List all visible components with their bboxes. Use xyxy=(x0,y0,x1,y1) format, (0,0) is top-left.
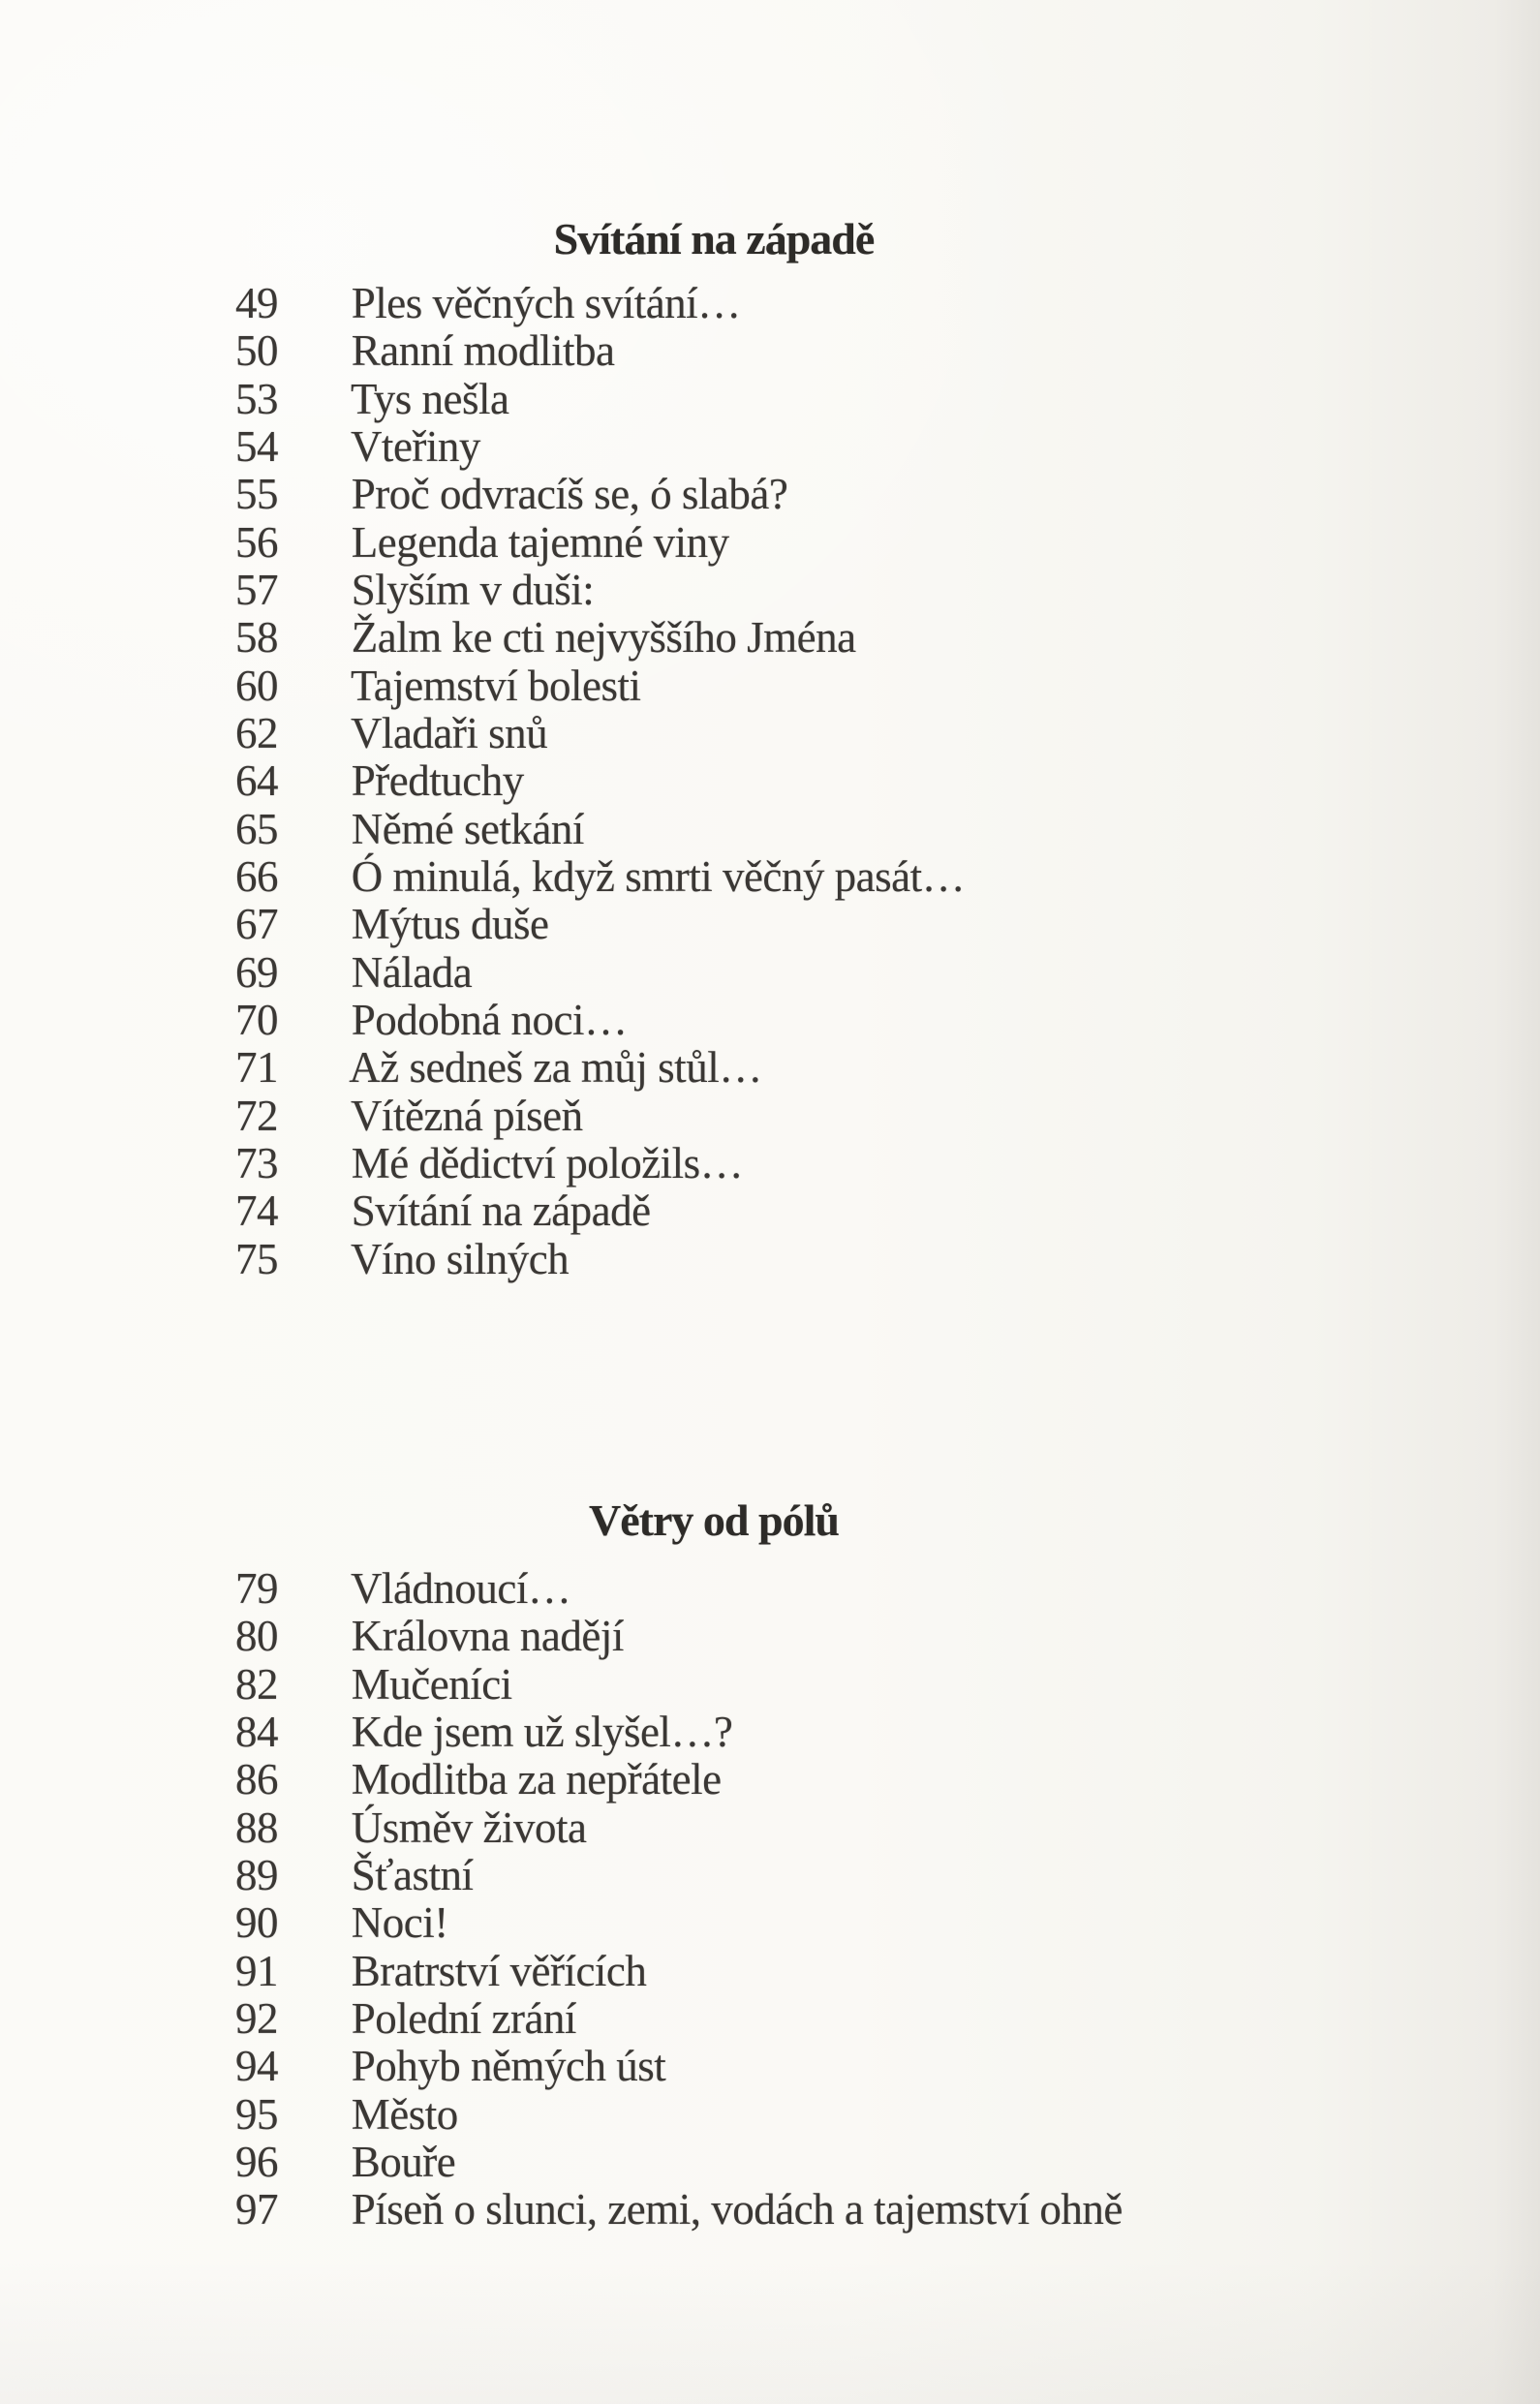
toc-entry-page-number: 89 xyxy=(235,1850,278,1899)
toc-entry-page-number: 66 xyxy=(235,851,278,901)
toc-entry-title: Noci! xyxy=(351,1898,448,1948)
toc-entry-title: Pohyb němých úst xyxy=(351,2042,666,2091)
toc-entry-page-number: 75 xyxy=(235,1234,278,1283)
toc-entry-title: Píseň o slunci, zemi, vodách a tajemství ohně xyxy=(351,2185,1123,2234)
toc-entry-title: Mé dědictví položils… xyxy=(351,1138,744,1187)
toc-entry-row xyxy=(235,1661,1540,1709)
toc-entry-page-number: 82 xyxy=(235,1659,278,1709)
toc-entry-title: Proč odvracíš se, ó slabá? xyxy=(351,470,788,519)
toc-entry-page-number: 53 xyxy=(235,374,278,423)
toc-entry-title: Královna nadějí xyxy=(351,1612,624,1661)
toc-entry-row xyxy=(235,471,1540,518)
toc-entry-row xyxy=(235,2139,1540,2186)
toc-entry-row xyxy=(235,997,1540,1044)
toc-entry-title: Bratrství věřících xyxy=(351,1946,647,1995)
toc-entry-page-number: 72 xyxy=(235,1091,278,1140)
toc-entry-title: Vládnoucí… xyxy=(350,1564,571,1613)
toc-entry-page-number: 56 xyxy=(235,517,278,567)
toc-entry-page-number: 67 xyxy=(235,900,278,949)
toc-entry-row xyxy=(235,1804,1540,1852)
toc-entry-title: Tajemství bolesti xyxy=(350,661,641,710)
toc-entry-row xyxy=(235,280,1540,327)
toc-entry-title: Ranní modlitba xyxy=(351,326,615,376)
section-title-vetry-od-polu: Větry od pólů xyxy=(589,1495,839,1546)
toc-entry-title: Vteřiny xyxy=(350,421,480,471)
toc-entry-row xyxy=(235,519,1540,567)
toc-entry-row xyxy=(235,710,1540,757)
toc-entry-title: Mučeníci xyxy=(351,1659,512,1709)
toc-entry-title: Svítání na západě xyxy=(351,1187,651,1236)
toc-entry-row xyxy=(235,949,1540,997)
toc-entry-row xyxy=(235,1093,1540,1140)
toc-entry-title: Víno silných xyxy=(350,1234,570,1283)
toc-entry-page-number: 62 xyxy=(235,708,278,757)
toc-entry-title: Legenda tajemné viny xyxy=(351,517,729,567)
toc-entry-row xyxy=(235,1044,1540,1092)
toc-entry-row xyxy=(235,1565,1540,1613)
toc-entry-title: Šťastní xyxy=(351,1850,474,1899)
toc-entry-page-number: 54 xyxy=(235,421,278,471)
toc-entry-page-number: 74 xyxy=(235,1187,278,1236)
toc-entry-page-number: 90 xyxy=(235,1898,278,1948)
toc-entry-title: Němé setkání xyxy=(351,804,584,853)
toc-entry-page-number: 65 xyxy=(235,804,278,853)
toc-entry-row xyxy=(235,806,1540,853)
toc-entry-row xyxy=(235,757,1540,805)
toc-entry-row xyxy=(235,1852,1540,1899)
toc-entry-row xyxy=(235,1709,1540,1756)
toc-entry-list-section-2 xyxy=(235,1565,1540,2234)
toc-entry-title: Ó minulá, když smrti věčný pasát… xyxy=(351,851,966,901)
toc-entry-row xyxy=(235,853,1540,901)
toc-entry-page-number: 97 xyxy=(235,2185,278,2234)
toc-entry-page-number: 64 xyxy=(235,756,278,806)
toc-entry-title: Polední zrání xyxy=(351,1993,576,2043)
toc-entry-page-number: 96 xyxy=(235,2137,278,2186)
toc-entry-page-number: 92 xyxy=(235,1993,278,2043)
toc-entry-title: Město xyxy=(351,2089,458,2139)
toc-entry-page-number: 50 xyxy=(235,326,278,376)
toc-entry-page-number: 91 xyxy=(235,1946,278,1995)
toc-entry-title: Ples věčných svítání… xyxy=(351,279,741,327)
toc-entry-row xyxy=(235,2091,1540,2139)
toc-entry-page-number: 94 xyxy=(235,2042,278,2091)
toc-entry-row xyxy=(235,614,1540,662)
toc-entry-title: Kde jsem už slyšel…? xyxy=(351,1707,733,1756)
toc-entry-row xyxy=(235,1995,1540,2043)
toc-entry-row xyxy=(235,567,1540,614)
toc-entry-row xyxy=(235,1613,1540,1660)
toc-entry-row xyxy=(235,1140,1540,1187)
toc-entry-list-section-1 xyxy=(235,280,1540,1283)
toc-entry-row xyxy=(235,2186,1540,2234)
toc-entry-row xyxy=(235,901,1540,948)
toc-entry-row xyxy=(235,423,1540,471)
toc-entry-page-number: 49 xyxy=(235,279,278,327)
toc-entry-title: Žalm ke cti nejvyššího Jména xyxy=(351,613,856,663)
toc-entry-title: Až sedneš za můj stůl… xyxy=(349,1043,762,1093)
toc-entry-row xyxy=(235,1899,1540,1947)
toc-entry-row xyxy=(235,1187,1540,1235)
toc-entry-page-number: 79 xyxy=(235,1564,278,1613)
toc-entry-title: Předtuchy xyxy=(351,756,524,806)
toc-entry-page-number: 70 xyxy=(235,995,278,1044)
toc-entry-title: Slyším v duši: xyxy=(351,565,595,614)
toc-entry-row xyxy=(235,2043,1540,2090)
toc-entry-row xyxy=(235,663,1540,710)
toc-entry-page-number: 95 xyxy=(235,2089,278,2139)
toc-entry-page-number: 84 xyxy=(235,1707,278,1756)
toc-entry-page-number: 71 xyxy=(235,1043,278,1093)
toc-entry-row xyxy=(235,327,1540,375)
toc-entry-page-number: 69 xyxy=(235,947,278,997)
toc-entry-title: Podobná noci… xyxy=(351,995,628,1044)
toc-entry-title: Nálada xyxy=(351,947,473,997)
toc-entry-title: Vladaři snů xyxy=(350,708,548,757)
toc-entry-page-number: 86 xyxy=(235,1755,278,1804)
toc-entry-title: Modlitba za nepřátele xyxy=(351,1755,722,1804)
toc-entry-page-number: 88 xyxy=(235,1803,278,1852)
toc-entry-page-number: 55 xyxy=(235,470,278,519)
toc-entry-page-number: 58 xyxy=(235,613,278,663)
toc-entry-title: Úsměv života xyxy=(351,1803,587,1852)
toc-entry-page-number: 73 xyxy=(235,1138,278,1187)
toc-entry-row xyxy=(235,1948,1540,1995)
toc-entry-page-number: 60 xyxy=(235,661,278,710)
toc-entry-title: Bouře xyxy=(351,2137,456,2186)
toc-entry-title: Mýtus duše xyxy=(351,900,549,949)
toc-entry-title: Tys nešla xyxy=(350,374,509,423)
toc-entry-row xyxy=(235,1236,1540,1283)
section-title-svitani-na-zapade: Svítání na západě xyxy=(553,214,875,264)
toc-entry-page-number: 57 xyxy=(235,565,278,614)
toc-entry-title: Vítězná píseň xyxy=(350,1091,583,1140)
toc-entry-page-number: 80 xyxy=(235,1612,278,1661)
toc-entry-row xyxy=(235,376,1540,423)
toc-entry-row xyxy=(235,1756,1540,1803)
